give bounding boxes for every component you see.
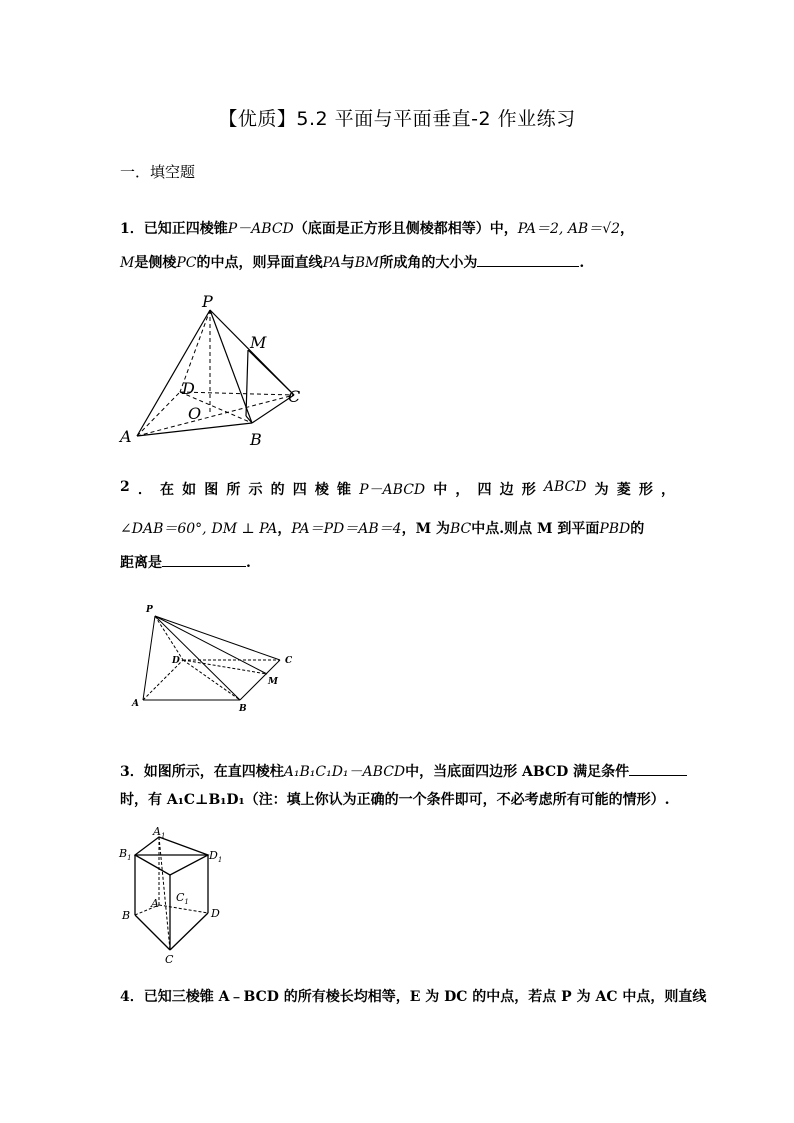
q1-math: PA: [322, 255, 341, 271]
q3-label-c1: $C_1$: [176, 891, 189, 906]
q1-text: （底面是正方形且侧棱都相等）中，: [293, 221, 518, 237]
q2-word: 示: [248, 482, 263, 498]
q3-text: 3．如图所示，在直四棱柱: [120, 764, 284, 780]
q2-word: 如: [182, 482, 197, 498]
q3-answer-blank[interactable]: [629, 761, 687, 776]
q1-label-p: P: [202, 292, 213, 311]
q1-label-d: D: [182, 379, 195, 398]
q2-word: 四: [477, 482, 492, 498]
q3-label-b: B: [122, 909, 131, 922]
q1-label-b: B: [250, 430, 262, 449]
q1-end: .: [579, 255, 585, 271]
q3-line-2: [120, 789, 670, 809]
q2-word: 所: [226, 482, 241, 498]
q3-math: A₁B₁C₁D₁－ABCD: [283, 764, 406, 780]
q2-end: .: [246, 555, 251, 571]
q1-text: ，: [620, 221, 635, 237]
q2-text: 的: [630, 521, 645, 537]
q2-label-p: P: [146, 605, 153, 615]
q3-label-d1: $D_1$: [209, 849, 223, 864]
q2-label-a: A: [132, 699, 139, 709]
q3-label-d: D: [211, 907, 220, 920]
q2-label-b: B: [239, 704, 247, 714]
q1-math: M: [120, 255, 135, 271]
q1-text: 所成角的大小为: [379, 255, 478, 271]
q3-line-1: [120, 761, 687, 781]
q2-math: PBD: [599, 521, 631, 537]
section-heading: 一．填空题: [120, 163, 196, 181]
q2-word: 图: [204, 482, 219, 498]
q3-label-a: A: [151, 897, 159, 910]
q2-label-c: C: [285, 656, 293, 666]
q2-line-2: [120, 518, 644, 538]
q1-number: 1．: [120, 221, 144, 237]
q3-label-a1: $A_1$: [153, 825, 166, 840]
q2-text: 距离是: [120, 555, 162, 571]
q2-math: PA＝PD＝AB＝4: [291, 521, 402, 537]
q2-label-d: D: [172, 656, 180, 666]
q2-math: DM ⊥ PA: [211, 521, 278, 537]
q1-text: 已知正四棱锥: [143, 221, 228, 237]
q2-word: ，: [661, 482, 675, 498]
q1-line-2: [120, 252, 584, 272]
q2-math: ABCD: [543, 479, 587, 495]
q2-word: 四: [292, 482, 307, 498]
q1-label-c: C: [288, 387, 301, 406]
q2-word: 边: [499, 482, 514, 498]
q2-word: 棱: [314, 482, 329, 498]
q2-number: 2: [120, 479, 130, 495]
q2-line-3: [120, 552, 251, 572]
q2-word: 中: [433, 482, 448, 498]
q2-pyramid-figure: [125, 600, 305, 718]
q1-math: BM: [354, 255, 380, 271]
q4-line-1: [120, 986, 706, 1006]
q2-math: P－ABCD: [359, 482, 426, 498]
q1-label-o: O: [188, 404, 202, 423]
q2-math: ∠DAB＝60°,: [120, 521, 207, 537]
q2-word: 菱: [616, 482, 631, 498]
q2-text: 中点.则点 M 到平面: [471, 521, 600, 537]
q4-text: 4．已知三棱锥 A﹣BCD 的所有棱长均相等，E 为 DC 的中点，若点 P 为 AC 中点，则直线: [120, 989, 707, 1005]
q3-label-c: C: [165, 953, 174, 966]
q2-word: 锥: [337, 482, 351, 498]
q2-word: 在: [160, 482, 174, 498]
q2-answer-blank[interactable]: [162, 552, 246, 567]
q2-word: 的: [270, 482, 285, 498]
q2-word: 形: [638, 482, 653, 498]
q2-math: BC: [449, 521, 472, 537]
q1-pyramid-figure: [112, 290, 312, 450]
q1-label-a: A: [120, 427, 132, 446]
q1-label-m: M: [250, 333, 267, 352]
q2-label-m: M: [268, 677, 278, 687]
q2-word: ．: [137, 482, 152, 498]
q1-line-1: [120, 218, 634, 238]
q3-prism-figure: [115, 823, 235, 968]
q3-text: 时，有 A₁C⊥B₁D₁（注：填上你认为正确的一个条件即可，不必考虑所有可能的情形）.: [120, 792, 670, 808]
q3-label-b1: $B_1$: [119, 847, 132, 862]
q2-text: ，M 为: [401, 521, 450, 537]
q3-text: 中，当底面四边形 ABCD 满足条件: [405, 764, 630, 780]
q1-text: 是侧棱: [134, 255, 177, 271]
q1-answer-blank[interactable]: [477, 252, 579, 267]
q1-math: PC: [176, 255, 197, 271]
page-title: 【优质】5.2 平面与平面垂直-2 作业练习: [218, 108, 576, 130]
q2-text: ，: [277, 521, 292, 537]
q1-text: 与: [340, 255, 355, 271]
q1-math: PA＝2, AB＝√2: [517, 221, 621, 237]
q2-line-1: [120, 479, 675, 499]
q2-word: 形: [521, 482, 536, 498]
q1-math: P－ABCD: [227, 221, 294, 237]
q2-word: 为: [594, 482, 609, 498]
q2-word: ，: [455, 482, 470, 498]
q1-text: 的中点，则异面直线: [196, 255, 323, 271]
